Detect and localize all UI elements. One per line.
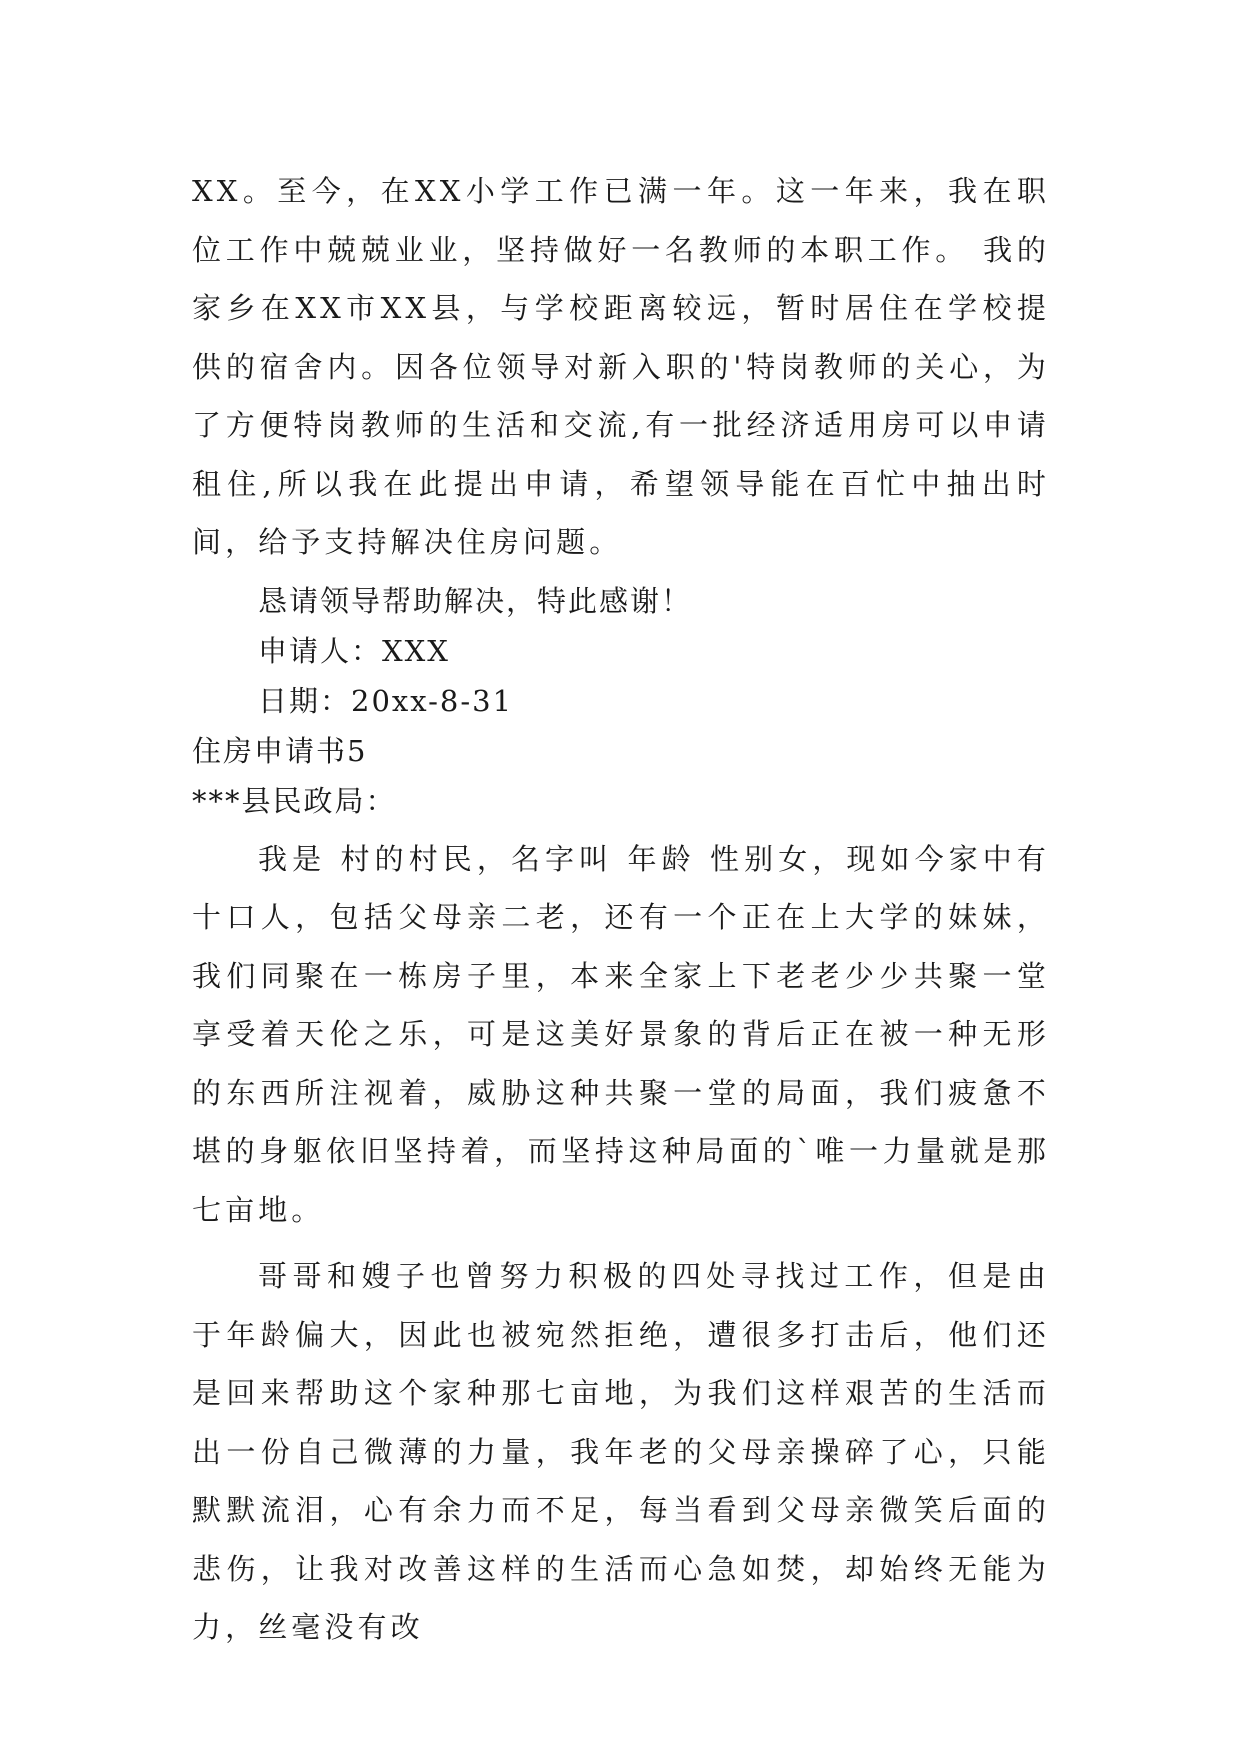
paragraph-body-1: 我是 村的村民，名字叫 年龄 性别女，现如今家中有十口人，包括父母亲二老，还有一个正在上大学的妹妹，我们同聚在一栋房子里，本来全家上下老老少少共聚一堂享受着天伦之乐，可是这美好景象的背后正在被一种无形的东西所注视着，威胁这种共聚一堂的局面，我们疲惫不堪的身躯依旧坚持着，而坚持这种局面的`唯一力量就是那七亩地。 bbox=[192, 841, 1050, 1227]
document-page bbox=[192, 162, 1050, 1657]
paragraph-body-2: 哥哥和嫂子也曾努力积极的四处寻找过工作，但是由于年龄偏大，因此也被宛然拒绝，遭很多打击后，他们还是回来帮助这个家种那七亩地，为我们这样艰苦的生活而出一份自己微薄的力量，我年老的父母亲操碎了心，只能默默流泪，心有余力而不足，每当看到父母亲微笑后面的悲伤，让我对改善这样的生活而心急如焚，却始终无能为力，丝毫没有改 bbox=[192, 1259, 1050, 1644]
section-title: 住房申请书5 bbox=[192, 733, 368, 768]
addressee-line: ***县民政局： bbox=[192, 783, 397, 818]
thanks-line: 恳请领导帮助解决，特此感谢！ bbox=[258, 583, 693, 618]
paragraph-continuation: XX。至今，在XX小学工作已满一年。这一年来，我在职位工作中兢兢业业，坚持做好一名教师的本职工作。 我的家乡在XX市XX县，与学校距离较远，暂时居住在学校提供的宿舍内。因各位领导对新入职的'特岗教师的关心，为了方便特岗教师的生活和交流,有一批经济适用房可以申请租住,所以我在此提出申请，希望领导能在百忙中抽出时间，给予支持解决住房问题。 bbox=[192, 174, 1050, 559]
applicant-line: 申请人：XXX bbox=[258, 633, 450, 668]
date-line: 日期：20xx-8-31 bbox=[258, 683, 514, 718]
